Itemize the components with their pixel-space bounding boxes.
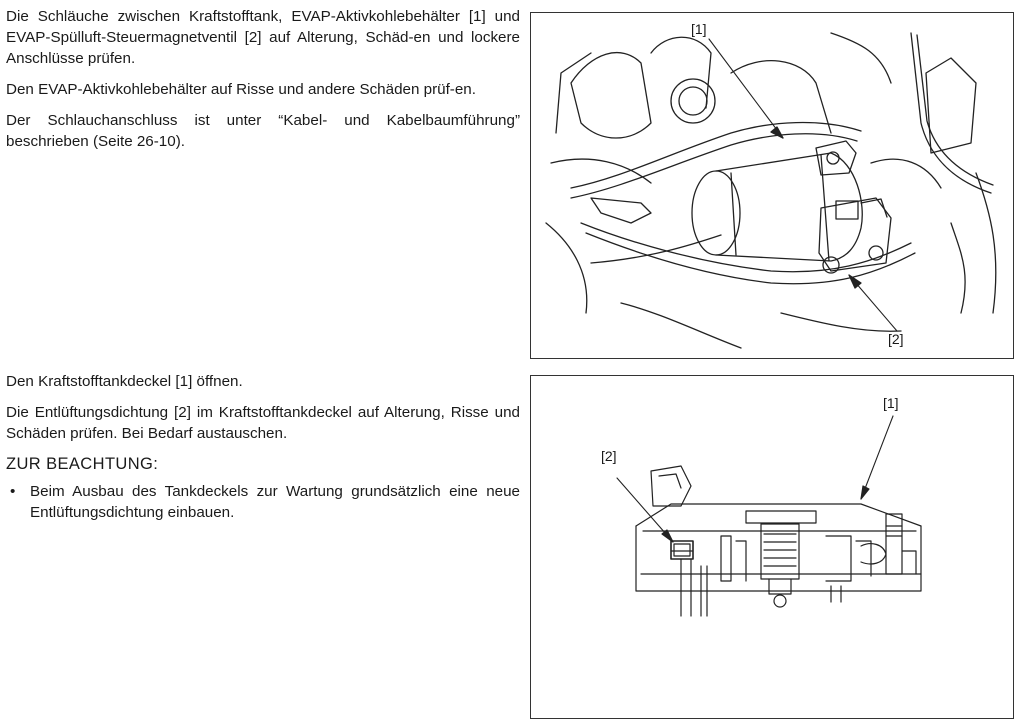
- figure-evap-canister: [530, 12, 1014, 359]
- paragraph-seal-check: Die Entlüftungsdichtung [2] im Kraftstofftankdeckel auf Alterung, Risse und Schäden prüfen. Bei Bedarf austauschen.: [6, 404, 520, 442]
- fuel-tank-cap-illustration: [531, 376, 1013, 718]
- note-title: ZUR BEACHTUNG:: [6, 455, 159, 473]
- paragraph-open-cap: Den Kraftstofftankdeckel [1] öffnen.: [6, 373, 243, 390]
- callout-label-1: [1]: [691, 21, 707, 37]
- paragraph-hose-routing-ref: Der Schlauchanschluss ist unter “Kabel- und Kabelbaumführung” beschrieben (Seite 26-10).: [6, 112, 520, 150]
- callout-label-2: [2]: [888, 331, 904, 347]
- section-fuel-cap: [6, 371, 520, 523]
- list-item: [6, 481, 520, 523]
- section-evap-hoses: [6, 6, 520, 162]
- evap-canister-illustration: [531, 13, 1013, 358]
- figure-fuel-tank-cap: [530, 375, 1014, 719]
- note-text: Beim Ausbau des Tankdeckels zur Wartung grundsätzlich eine neue Entlüftungsdichtung einbauen.: [30, 483, 520, 521]
- paragraph-canister-check: Den EVAP-Aktivkohlebehälter auf Risse und andere Schäden prüf-en.: [6, 81, 476, 98]
- callout-label-2: [2]: [601, 448, 617, 464]
- paragraph-hoses-check: Die Schläuche zwischen Kraftstofftank, EVAP-Aktivkohlebehälter [1] und EVAP-Spülluft-Steuermagnetventil [2] auf Alterung, Schäd-en und lockere Anschlüsse prüfen.: [6, 8, 520, 67]
- bullet-marker: •: [10, 483, 16, 500]
- callout-label-1: [1]: [883, 395, 899, 411]
